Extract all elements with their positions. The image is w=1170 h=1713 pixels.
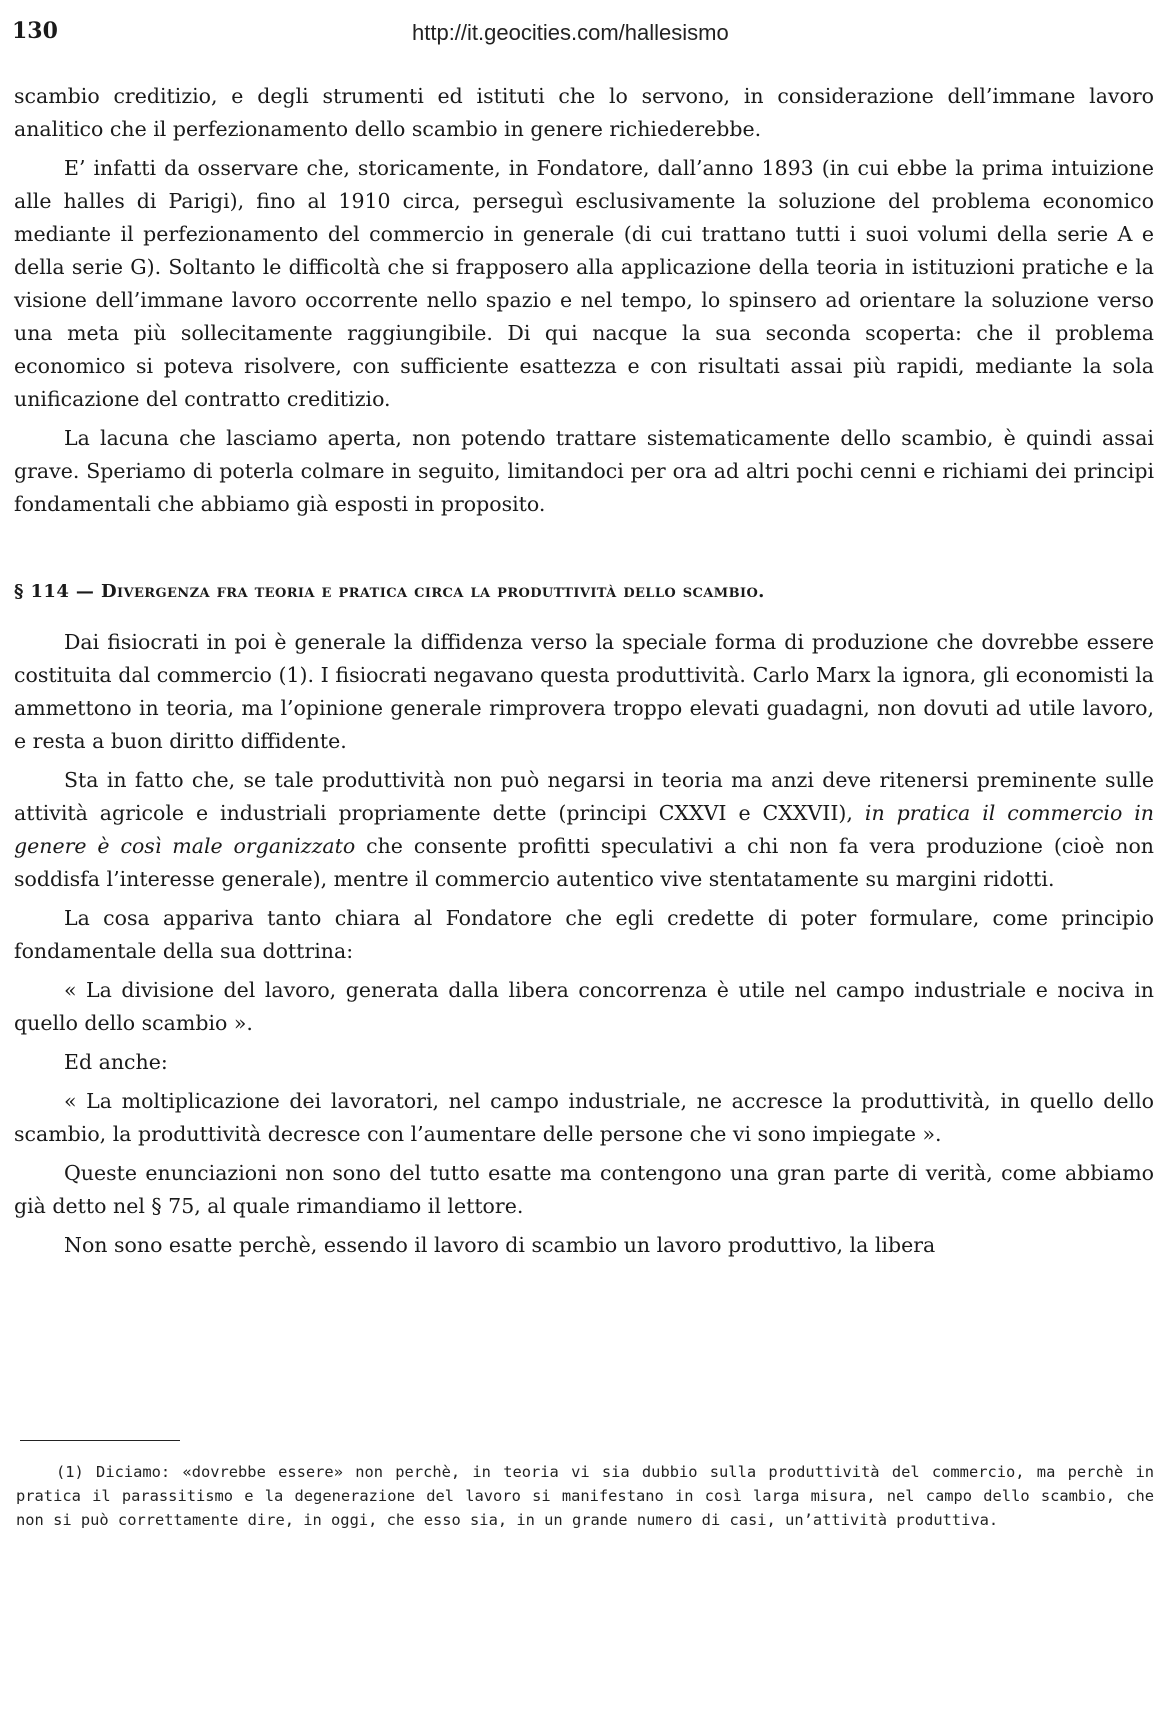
footnote <box>16 1460 1154 1532</box>
quote-divisione-lavoro: « La divisione del lavoro, generata dalla libera concorrenza è utile nel campo industriale e nociva in quello dello scambio ». <box>14 978 1154 1035</box>
text-segment: che consente profitti speculativi a chi non fa vera produzione (cioè non soddisfa l’interesse generale), mentre il commercio autentico vive stentatamente su margini ridotti. <box>14 834 1154 891</box>
footnote-text: (1) Diciamo: «dovrebbe essere» non perchè, in teoria vi sia dubbio sulla produttività del commercio, ma perchè in pratica il parassitismo e la degenerazione del lavoro si manifestano in così larga misura, nel campo dello scambio, che non si può correttamente dire, in oggi, che esso sia, in un grande numero di casi, un’attività produttiva. <box>16 1463 1154 1529</box>
paragraph-enunciazioni: Queste enunciazioni non sono del tutto esatte ma contengono una gran parte di verità, come abbiamo già detto nel § 75, al quale rimandiamo il lettore. <box>14 1161 1154 1218</box>
body-text <box>14 80 1154 1268</box>
paragraph-cosa-appariva: La cosa appariva tanto chiara al Fondatore che egli credette di poter formulare, come principio fondamentale della sua dottrina: <box>14 906 1154 963</box>
paragraph-history: E’ infatti da osservare che, storicamente, in Fondatore, dall’anno 1893 (in cui ebbe la prima intuizione alle halles di Parigi), fino al 1910 circa, perseguì esclusivamente la soluzione del problema economico mediante il perfezionamento del commercio in generale (di cui trattano tutti i suoi volumi della serie A e della serie G). Soltanto le difficoltà che si frapposero alla applicazione della teoria in istituzioni pratiche e la visione dell’immane lavoro occorrente nello spazio e nel tempo, lo spinsero ad orientare la soluzione verso una meta più sollecitamente raggiungibile. Di qui nacque la sua seconda scoperta: che il problema economico si poteva risolvere, con sufficiente esattezza e con risultati assai più rapidi, mediante la sola unificazione del contratto creditizio. <box>14 156 1154 411</box>
text-segment: Sta in fatto che, se tale produttività non può negarsi in teoria ma anzi deve ritenersi preminente sulle attività agricole e industriali propriamente dette (principi CXXVI e CXXVII), <box>14 768 1154 825</box>
section-heading: § 114 — Divergenza fra teoria e pratica circa la produttività dello scambio. <box>14 581 765 602</box>
source-url[interactable]: http://it.geocities.com/hallesismo <box>412 20 729 45</box>
paragraph-continuation: scambio creditizio, e degli strumenti ed istituti che lo servono, in considerazione dell’immane lavoro analitico che il perfezionamento dello scambio in genere richiederebbe. <box>14 84 1154 141</box>
quote-moltiplicazione: « La moltiplicazione dei lavoratori, nel campo industriale, ne accresce la produttività, in quello dello scambio, la produttività decresce con l’aumentare delle persone che vi sono impiegate ». <box>14 1089 1154 1146</box>
paragraph-fisiocrati: Dai fisiocrati in poi è generale la diffidenza verso la speciale forma di produzione che dovrebbe essere costituita dal commercio (1). I fisiocrati negavano questa produttività. Carlo Marx la ignora, gli economisti la ammettono in teoria, ma l’opinione generale rimprovera troppo elevati guadagni, non dovuti ad utile lavoro, e resta a buon diritto diffidente. <box>14 630 1154 753</box>
footnote-divider <box>20 1440 180 1441</box>
page-number: 130 <box>12 18 58 44</box>
paragraph-lacuna: La lacuna che lasciamo aperta, non potendo trattare sistematicamente dello scambio, è quindi assai grave. Speriamo di poterla colmare in seguito, limitandoci per ora ad altri pochi cenni e richiami dei principi fondamentali che abbiamo già esposti in proposito. <box>14 426 1154 516</box>
paragraph-sta-in-fatto <box>14 764 1154 896</box>
paragraph-non-sono-esatte: Non sono esatte perchè, essendo il lavoro di scambio un lavoro produttivo, la libera <box>64 1233 936 1257</box>
page-header <box>12 18 1110 48</box>
italic-emphasis: in pratica il commercio in genere è così male organizzato <box>14 801 1154 858</box>
paragraph-ed-anche: Ed anche: <box>64 1050 168 1074</box>
